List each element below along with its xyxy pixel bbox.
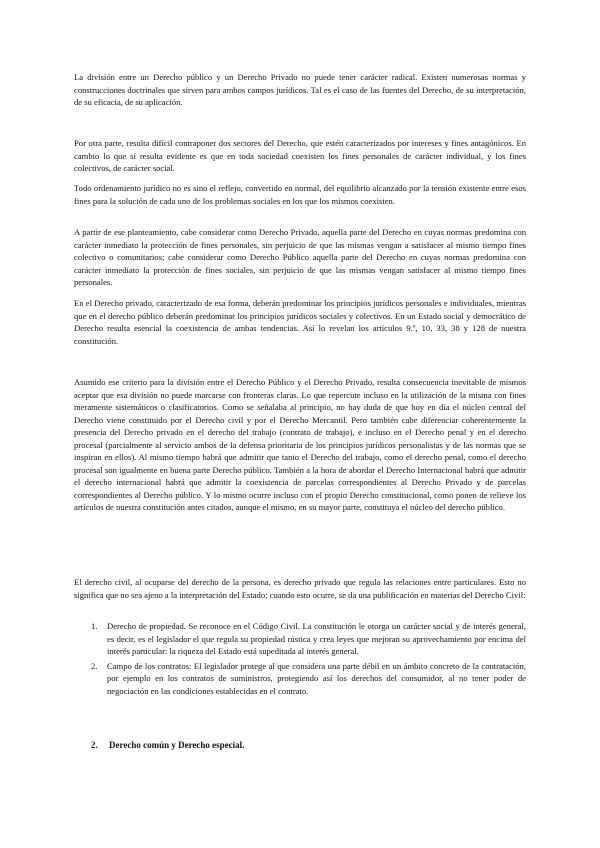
paragraph-5: En el Derecho privado, caracterizado de esa forma, deberán predominar los principios jurídicos personales e individuales, mientras que en el derecho público deberán predominar los principios jurídicos sociales y colectivos. En un Estado social y democrático de Derecho resulta esencial la coexistencia de ambas tendencias. Así lo revelan los artículos 9.º, 10, 33, 38 y 128 de nuestra constitución.	[74, 298, 526, 346]
list-item-text: Campo de los contratos: El legislador protege al que considera una parte débil en un ámbito concreto de la contratación, por ejemplo en los contratos de suministros, protegiendo así los derechos del consumidor, al no tener poder de negociación en las condiciones establecidas en el contrato.	[107, 660, 526, 696]
paragraph-4: A partir de ese planteamiento, cabe considerar como Derecho Privado, aquella parte del Derecho en cuyas normas predomina con carácter inmediato la protección de fines personales, sin perjuicio de que las mismas vengan a satisfacer al mismo tiempo fines colectivo o comunitarios; cabe considerar como Derecho Público aquella parte del Derecho en cuyas normas predomina con carácter inmediato la protección de fines sociales, sin perjuicio de que las mismas vengan satisfacer al mismo tiempo fines personales.	[74, 227, 526, 287]
list-item	[74, 660, 526, 698]
paragraph-3: Todo ordenamiento jurídico no es sino el reflejo, convertido en normal, del equilibrio alcanzado por la tensión existente entre esos fines para la solución de cada uno de los problemas sociales en los que los mismos coexisten.	[74, 183, 526, 206]
list-item	[74, 620, 526, 658]
paragraph-1: La división entre un Derecho público y un Derecho Privado no puede tener carácter radical. Existen numerosas normas y construcciones doctrinales que sirven para ambos campos jurídicos. Tal es el caso de las fuentes del Derecho, de su interpretación, de su eficacia, de su aplicación.	[74, 72, 526, 107]
paragraph-2: Por otra parte, resulta difícil contraponer dos sectores del Derecho, que estén caracterizados por intereses y fines antagónicos. En cambio lo que sí resulta evidente es que en toda sociedad coexisten los fines personales de carácter individual, y los fines colectivos, de carácter social.	[74, 138, 526, 173]
section-heading-text: Derecho común y Derecho especial.	[109, 740, 245, 750]
paragraph-7: El derecho civil, al ocuparse del derecho de la persona, es derecho privado que regula las relaciones entre particulares. Esto no significa que no sea ajeno a la interpretación del Estado; cuando esto ocurre, se da una publificación en materias del Derecho Civil:	[74, 577, 526, 600]
numbered-list	[74, 620, 526, 699]
list-item-number: 1.	[91, 621, 98, 631]
section-heading	[91, 740, 244, 750]
paragraph-6: Asumido ese criterio para la división entre el Derecho Público y el Derecho Privado, resulta consecuencia inevitable de mismos aceptar que esa división no puede marcarse con fronteras claras. Lo que repercute incluso en la utilización de la misma con fines meramente sistemáticos o clasificatorios. Como se señalaba al principio, no hay duda de que hoy en día el núcleo central del Derecho viene constituido por el Derecho civil y por el Derecho Mercantil. Pero también cabe diferenciar coherentemente la presencia del Derecho privado en el derecho del trabajo (contrato de trabajo), e incluso en el Derecho penal y en el derecho procesal (parcialmente al servicio ambos de la defensa prioritaria de los principios jurídicos personalistas y de las normas que se inspiran en ellos). Al mismo tiempo habrá que admitir que tanto el Derecho del trabajo, como el derecho penal, como el derecho procesal son igualmente en buena parte Derecho público. También a la hora de abordar el Derecho Internacional habrá que admitir el derecho internacional habrá que admitir la coexistencia de parcelas correspondientes al Derecho Privado y de parcelas correspondientes al Derecho público. Y lo mismo ocurre incluso con el propio Derecho constitucional, como ponen de relieve los artículos de nuestra constitución antes citados, aunque el mismo, en su mayor parte, constituya el núcleo del derecho público.	[74, 377, 526, 512]
list-item-text: Derecho de propiedad. Se reconoce en el Código Civil. La constitución le otorga un carácter social y de interés general, es decir, es el legislador el que regula su propiedad rústica y crea leyes que mejoran su aprovechamiento por encima del interés particular: la riqueza del Estado está supeditada al interés general.	[107, 621, 526, 656]
section-heading-number: 2.	[91, 740, 98, 750]
list-item-number: 2.	[91, 660, 98, 671]
